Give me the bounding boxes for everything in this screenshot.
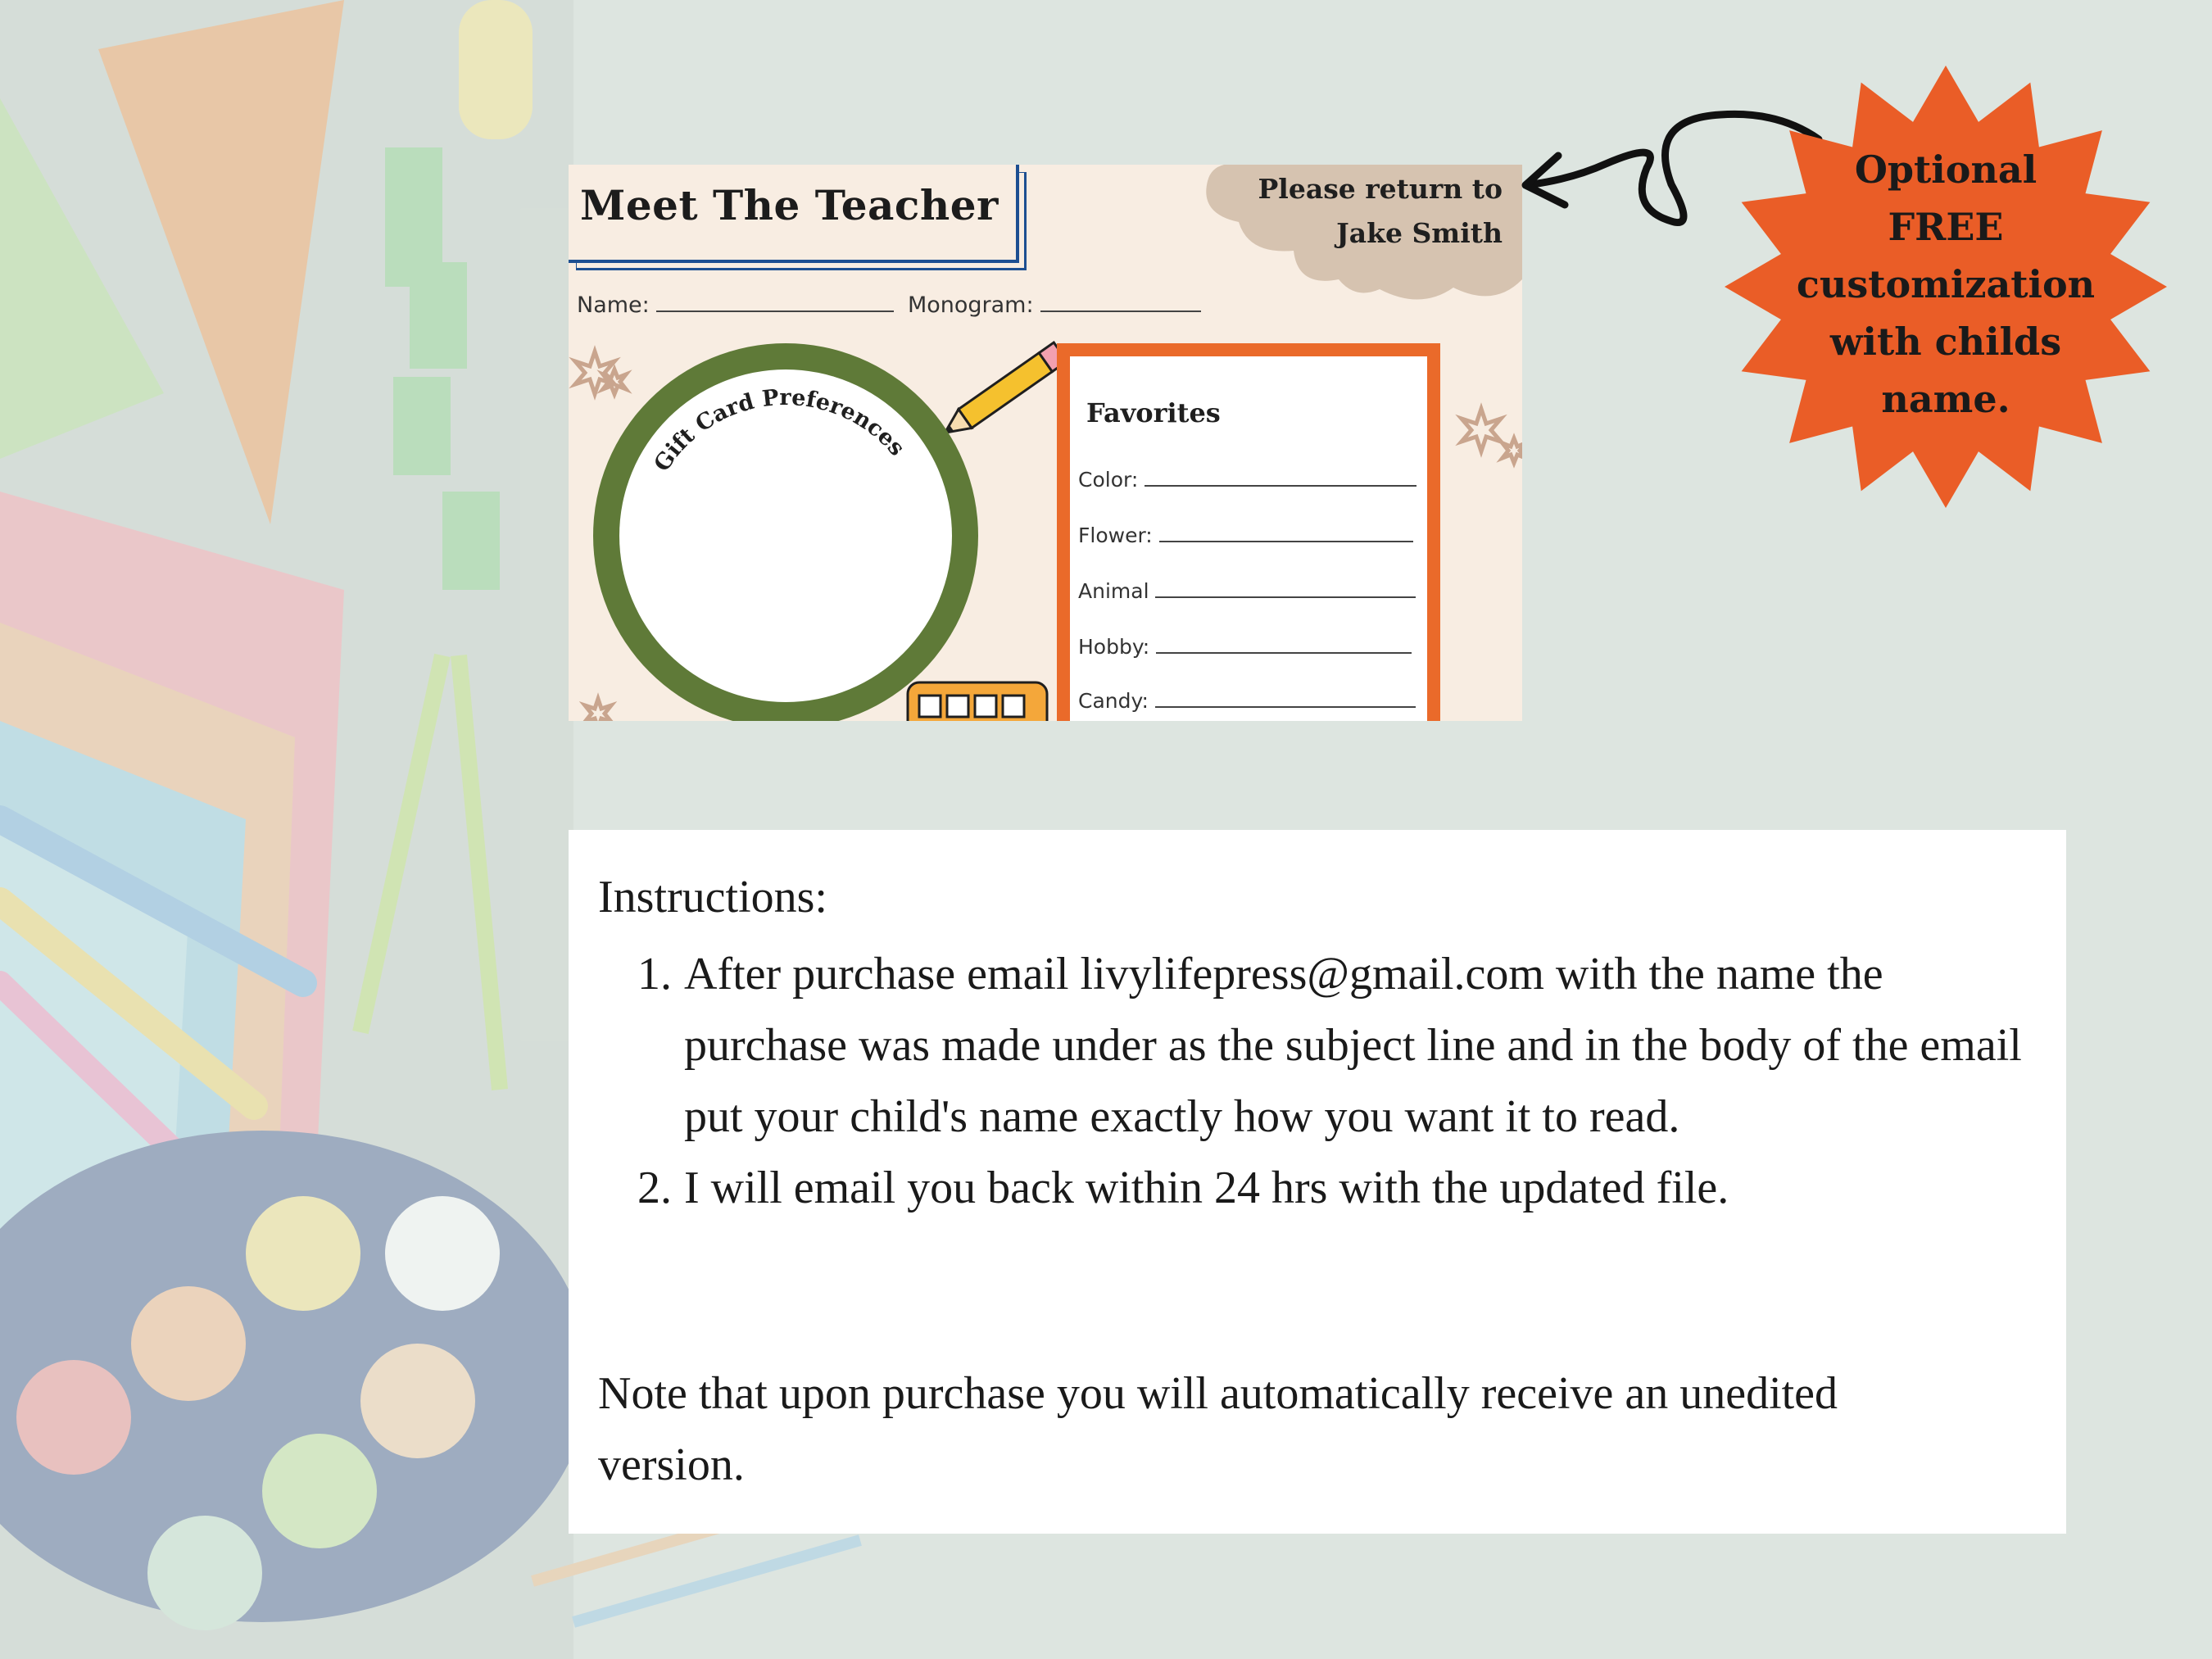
return-to-name: Jake Smith — [1336, 217, 1503, 249]
step-text: After purchase email livylifepress@gmail.com with the name the purchase was made under as the subject line and in the body of the email put your child's name exactly how you want it to read. — [684, 949, 2022, 1142]
favorite-blank — [1145, 482, 1416, 487]
favorite-blank — [1159, 537, 1413, 542]
favorite-blank — [1155, 593, 1416, 598]
favorite-animal-row — [1078, 579, 1416, 603]
favorite-animal-label: Animal — [1078, 579, 1149, 603]
favorite-candy-label: Candy: — [1078, 689, 1149, 713]
title-box — [569, 165, 1019, 263]
instructions-panel — [569, 830, 2066, 1534]
favorite-hobby-row — [1078, 635, 1412, 659]
badge-line: FREE — [1888, 205, 2004, 249]
favorites-title: Favorites — [1086, 397, 1221, 428]
favorite-blank — [1155, 703, 1416, 708]
monogram-blank — [1040, 307, 1201, 312]
name-label: Name: — [577, 292, 650, 318]
favorite-hobby-label: Hobby: — [1078, 635, 1150, 659]
step-text: I will email you back within 24 hrs with the updated file. — [684, 1163, 1729, 1213]
instruction-step — [598, 939, 2040, 1153]
instructions-note: Note that upon purchase you will automatically receive an unedited version. — [598, 1368, 1838, 1490]
favorite-candy-row — [1078, 689, 1416, 713]
favorites-box — [1057, 343, 1440, 721]
return-to-label: Please return to — [1258, 173, 1503, 205]
gift-card-heading: Gift Card Preferences — [649, 384, 910, 477]
favorite-flower-label: Flower: — [1078, 524, 1153, 547]
badge-line: name. — [1881, 377, 2010, 421]
favorite-color-label: Color: — [1078, 468, 1139, 492]
worksheet-preview — [569, 165, 1522, 721]
step-number: 1. — [637, 949, 672, 999]
gift-card-heading-arc — [593, 343, 978, 721]
name-blank — [656, 307, 894, 312]
badge-line: Optional — [1854, 147, 2037, 192]
favorite-blank — [1156, 649, 1412, 654]
badge-line: with childs — [1829, 320, 2062, 364]
favorite-flower-row — [1078, 524, 1413, 547]
monogram-label: Monogram: — [907, 292, 1034, 318]
badge-line: customization — [1796, 262, 2096, 306]
instructions-heading: Instructions: — [598, 872, 827, 922]
step-number: 2. — [637, 1163, 672, 1213]
customization-badge-text — [1761, 141, 2130, 428]
worksheet-title: Meet The Teacher — [580, 181, 999, 229]
name-monogram-row — [577, 292, 1201, 318]
svg-text:Gift Card Preferences — [649, 385, 909, 476]
instruction-step — [598, 1153, 2040, 1224]
favorite-color-row — [1078, 468, 1416, 492]
instructions-list — [598, 939, 2040, 1224]
